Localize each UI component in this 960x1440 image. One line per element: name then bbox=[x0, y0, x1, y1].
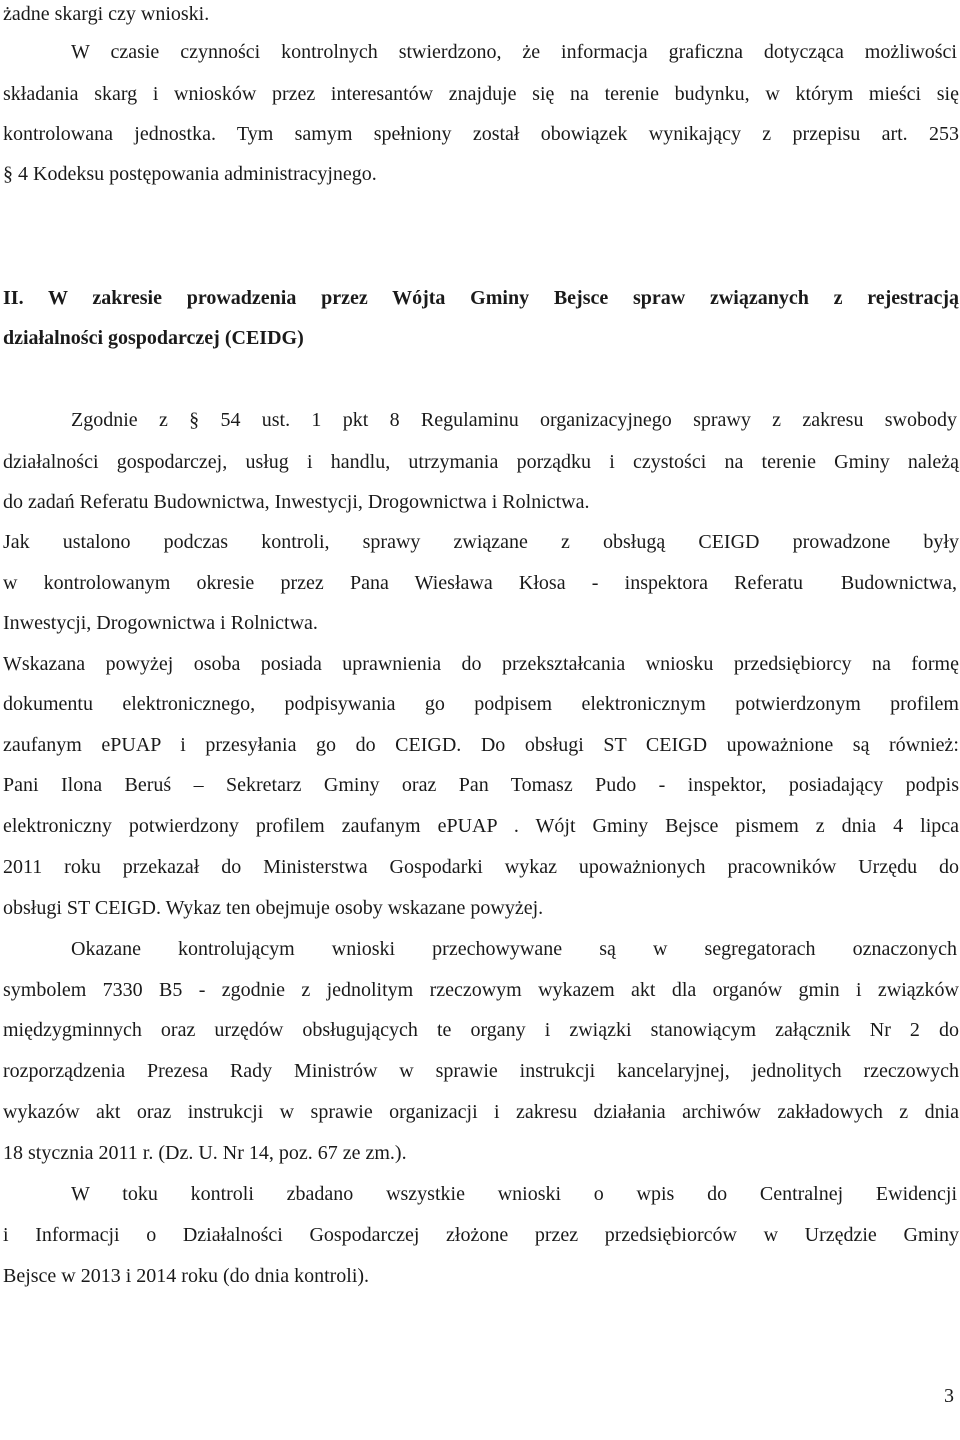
paragraph-line: Okazane kontrolującym wnioski przechowywane są w segregatorach oznaczonych bbox=[71, 938, 957, 960]
paragraph-line: i Informacji o Działalności Gospodarczej złożone przez przedsiębiorców w Urzędzie Gminy bbox=[3, 1224, 959, 1246]
paragraph-line: kontrolowana jednostka. Tym samym spełniony został obowiązek wynikający z przepisu art. 253 bbox=[3, 123, 959, 145]
paragraph-line: 18 stycznia 2011 r. (Dz. U. Nr 14, poz. 67 ze zm.). bbox=[3, 1142, 407, 1164]
paragraph-line: W czasie czynności kontrolnych stwierdzono, że informacja graficzna dotycząca możliwości bbox=[71, 41, 957, 63]
section-heading: II. W zakresie prowadzenia przez Wójta Gminy Bejsce spraw związanych z rejestracją bbox=[3, 287, 959, 309]
paragraph-line: do zadań Referatu Budownictwa, Inwestycji, Drogownictwa i Rolnictwa. bbox=[3, 491, 590, 513]
paragraph-line: wykazów akt oraz instrukcji w sprawie organizacji i zakresu działania archiwów zakładowych z dnia bbox=[3, 1101, 959, 1123]
paragraph-line: obsługi ST CEIGD. Wykaz ten obejmuje osoby wskazane powyżej. bbox=[3, 897, 544, 919]
paragraph-line: Wskazana powyżej osoba posiada uprawnienia do przekształcania wniosku przedsiębiorcy na formę bbox=[3, 653, 959, 675]
paragraph-line: w kontrolowanym okresie przez Pana Wiesława Kłosa - inspektora Referatu bbox=[3, 572, 803, 594]
paragraph-line: żadne skargi czy wnioski. bbox=[3, 3, 210, 25]
paragraph-line: 2011 roku przekazał do Ministerstwa Gospodarki wykaz upoważnionych pracowników Urzędu do bbox=[3, 856, 959, 878]
paragraph-line: Inwestycji, Drogownictwa i Rolnictwa. bbox=[3, 612, 318, 634]
paragraph-line: Pani Ilona Beruś – Sekretarz Gminy oraz Pan Tomasz Pudo - inspektor, posiadający podpis bbox=[3, 774, 959, 796]
paragraph-line: zaufanym ePUAP i przesyłania go do CEIGD. Do obsługi ST CEIGD upoważnione są również: bbox=[3, 734, 959, 756]
paragraph-line: Budownictwa, bbox=[840, 572, 957, 594]
paragraph-line: składania skarg i wniosków przez interesantów znajduje się na terenie budynku, w którym mieści się bbox=[3, 83, 959, 105]
paragraph-line: W toku kontroli zbadano wszystkie wnioski o wpis do Centralnej Ewidencji bbox=[71, 1183, 957, 1205]
paragraph-line: § 4 Kodeksu postępowania administracyjnego. bbox=[3, 163, 377, 185]
paragraph-line: Bejsce w 2013 i 2014 roku (do dnia kontroli). bbox=[3, 1265, 370, 1287]
page-number: 3 bbox=[944, 1385, 954, 1407]
section-heading: działalności gospodarczej (CEIDG) bbox=[3, 327, 304, 349]
paragraph-line: Jak ustalono podczas kontroli, sprawy związane z obsługą CEIGD prowadzone były bbox=[3, 531, 959, 553]
paragraph-line: działalności gospodarczej, usług i handlu, utrzymania porządku i czystości na terenie Gminy należą bbox=[3, 451, 959, 473]
paragraph-line: elektroniczny potwierdzony profilem zaufanym ePUAP . Wójt Gminy Bejsce pismem z dnia 4 lipca bbox=[3, 815, 959, 837]
paragraph-line: międzygminnych oraz urzędów obsługujących te organy i związki stanowiącym załącznik Nr 2 do bbox=[3, 1019, 959, 1041]
paragraph-line: rozporządzenia Prezesa Rady Ministrów w sprawie instrukcji kancelaryjnej, jednolitych rzeczowych bbox=[3, 1060, 959, 1082]
paragraph-line: dokumentu elektronicznego, podpisywania go podpisem elektronicznym potwierdzonym profilem bbox=[3, 693, 959, 715]
paragraph-line: Zgodnie z § 54 ust. 1 pkt 8 Regulaminu organizacyjnego sprawy z zakresu swobody bbox=[71, 409, 957, 431]
paragraph-line: symbolem 7330 B5 - zgodnie z jednolitym rzeczowym wykazem akt dla organów gmin i związków bbox=[3, 979, 959, 1001]
